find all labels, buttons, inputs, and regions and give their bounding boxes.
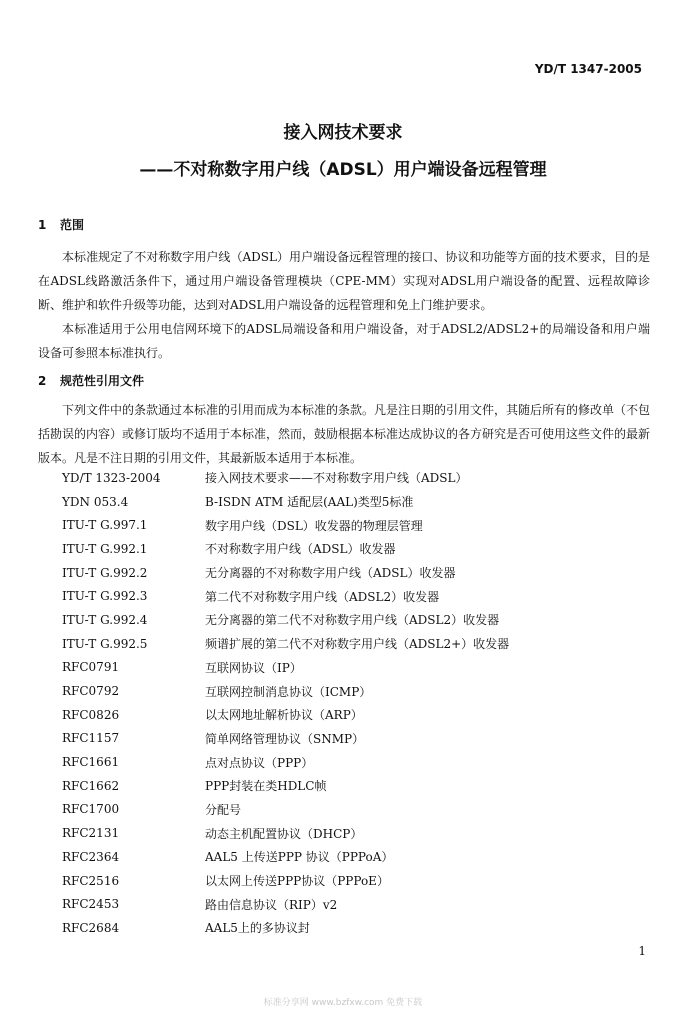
reference-item bbox=[62, 584, 622, 608]
reference-code: RFC0826 bbox=[62, 707, 120, 722]
reference-item bbox=[62, 703, 622, 727]
page-number: 1 bbox=[638, 944, 646, 958]
section-heading-normative-references bbox=[38, 372, 144, 389]
reference-item bbox=[62, 632, 622, 656]
reference-title: 不对称数字用户线（ADSL）收发器 bbox=[205, 542, 396, 557]
reference-code: YDN 053.4 bbox=[62, 494, 129, 509]
reference-item bbox=[62, 774, 622, 798]
reference-title: 互联网协议（IP） bbox=[205, 660, 302, 675]
reference-code: ITU-T G.997.1 bbox=[62, 518, 148, 533]
reference-title: B-ISDN ATM 适配层(AAL)类型5标准 bbox=[205, 495, 414, 510]
document-title: 接入网技术要求 bbox=[283, 123, 403, 143]
reference-title: 第二代不对称数字用户线（ADSL2）收发器 bbox=[205, 589, 440, 604]
reference-item bbox=[62, 656, 622, 680]
reference-item bbox=[62, 798, 622, 822]
reference-title: 简单网络管理协议（SNMP） bbox=[205, 731, 365, 746]
document-subtitle: ——不对称数字用户线（ADSL）用户端设备远程管理 bbox=[139, 160, 547, 180]
section-number: 1 bbox=[38, 218, 47, 232]
reference-title: AAL5上的多协议封 bbox=[205, 921, 310, 936]
section-title: 范围 bbox=[60, 218, 85, 232]
reference-code: ITU-T G.992.4 bbox=[62, 612, 148, 627]
reference-title: 无分离器的第二代不对称数字用户线（ADSL2）收发器 bbox=[205, 613, 500, 628]
reference-code: RFC0792 bbox=[62, 684, 120, 699]
reference-item bbox=[62, 727, 622, 751]
reference-title: 互联网控制消息协议（ICMP） bbox=[205, 684, 372, 699]
reference-title: 接入网技术要求——不对称数字用户线（ADSL） bbox=[205, 471, 468, 486]
section-number: 2 bbox=[38, 374, 47, 388]
reference-code: RFC2364 bbox=[62, 849, 120, 864]
reference-code: ITU-T G.992.1 bbox=[62, 541, 148, 556]
reference-title: 无分离器的不对称数字用户线（ADSL）收发器 bbox=[205, 566, 456, 581]
reference-item bbox=[62, 916, 622, 940]
section-title: 规范性引用文件 bbox=[60, 374, 145, 388]
reference-item bbox=[62, 845, 622, 869]
reference-item bbox=[62, 537, 622, 561]
reference-item bbox=[62, 892, 622, 916]
section-heading-scope bbox=[38, 216, 84, 233]
reference-code: RFC1700 bbox=[62, 802, 120, 817]
reference-item bbox=[62, 679, 622, 703]
reference-code: RFC2516 bbox=[62, 873, 120, 888]
reference-title: 以太网地址解析协议（ARP） bbox=[205, 708, 363, 723]
reference-code: YD/T 1323-2004 bbox=[62, 470, 161, 485]
reference-code: ITU-T G.992.3 bbox=[62, 589, 148, 604]
paragraph: 本标准适用于公用电信网环境下的ADSL局端设备和用户端设备，对于ADSL2/ADSL2+的局端设备和用户端设备可参照本标准执行。 bbox=[38, 322, 650, 360]
reference-title: 分配号 bbox=[205, 802, 242, 817]
reference-code: ITU-T G.992.2 bbox=[62, 565, 148, 580]
reference-title: 动态主机配置协议（DHCP） bbox=[205, 826, 363, 841]
reference-title: 点对点协议（PPP） bbox=[205, 755, 314, 770]
document-code: YD/T 1347-2005 bbox=[534, 62, 642, 76]
reference-code: RFC2131 bbox=[62, 826, 120, 841]
reference-item bbox=[62, 869, 622, 893]
reference-title: 数字用户线（DSL）收发器的物理层管理 bbox=[205, 518, 423, 533]
reference-code: RFC1157 bbox=[62, 731, 120, 746]
paragraph: 本标准规定了不对称数字用户线（ADSL）用户端设备远程管理的接口、协议和功能等方面的技术要求，目的是在ADSL线路激活条件下，通过用户端设备管理模块（CPE-MM）实现对ADSL用户端设备的配置、远程故障诊断、维护和软件升级等功能，达到对ADSL用户端设备的远程管理和免上门维护要求。 bbox=[38, 250, 650, 312]
reference-item bbox=[62, 490, 622, 514]
reference-code: RFC0791 bbox=[62, 660, 120, 675]
reference-title: 频谱扩展的第二代不对称数字用户线（ADSL2+）收发器 bbox=[205, 637, 510, 652]
reference-list bbox=[62, 466, 622, 940]
reference-title: 以太网上传送PPP协议（PPPoE） bbox=[205, 874, 389, 889]
reference-code: RFC2684 bbox=[62, 920, 120, 935]
reference-item bbox=[62, 466, 622, 490]
reference-title: AAL5 上传送PPP 协议（PPPoA） bbox=[205, 850, 394, 865]
reference-code: RFC2453 bbox=[62, 897, 120, 912]
reference-code: ITU-T G.992.5 bbox=[62, 636, 148, 651]
paragraph: 下列文件中的条款通过本标准的引用而成为本标准的条款。凡是注日期的引用文件，其随后所有的修改单（不包括勘误的内容）或修订版均不适用于本标准，然而，鼓励根据本标准达成协议的各方研究是否可使用这些文件的最新版本。凡是不注日期的引用文件，其最新版本适用于本标准。 bbox=[38, 403, 651, 465]
watermark: 标准分享网 www.bzfxw.com 免费下载 bbox=[263, 998, 423, 1008]
reference-item bbox=[62, 750, 622, 774]
reference-item bbox=[62, 608, 622, 632]
reference-item bbox=[62, 561, 622, 585]
reference-code: RFC1661 bbox=[62, 755, 120, 770]
reference-item bbox=[62, 513, 622, 537]
reference-title: 路由信息协议（RIP）v2 bbox=[205, 897, 338, 912]
reference-code: RFC1662 bbox=[62, 778, 120, 793]
reference-item bbox=[62, 821, 622, 845]
reference-title: PPP封装在类HDLC帧 bbox=[205, 779, 327, 794]
